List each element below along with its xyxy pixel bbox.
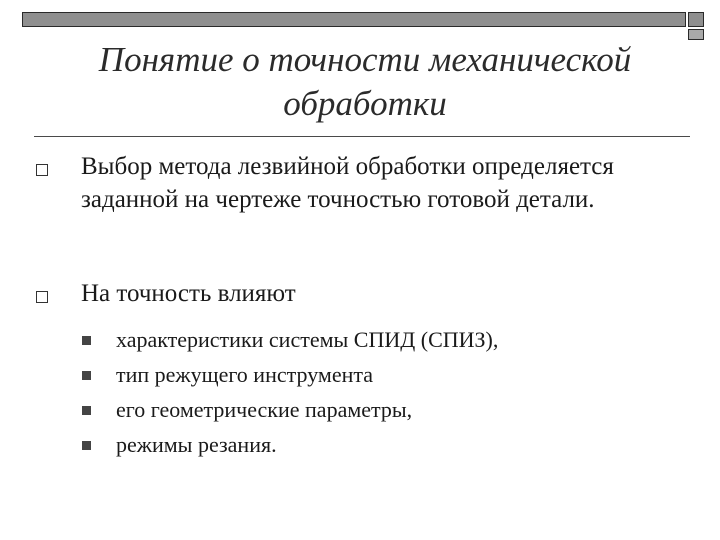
hollow-square-bullet-icon [36, 164, 48, 176]
filled-square-bullet-icon [82, 336, 91, 345]
filled-square-bullet-icon [82, 406, 91, 415]
title-divider [34, 136, 690, 137]
sub-bullet-text: режимы резания. [116, 432, 277, 457]
decorative-corner-square [688, 12, 704, 27]
sub-bullet-text: тип режущего инструмента [116, 362, 374, 387]
filled-square-bullet-icon [82, 441, 91, 450]
hollow-square-bullet-icon [36, 291, 48, 303]
decorative-top-bar [22, 12, 686, 27]
bullet-text: Выбор метода лезвийной обработки определяется заданной на чертеже точностью готовой детали. [81, 153, 614, 213]
filled-square-bullet-icon [82, 371, 91, 380]
sub-bullet-text: характеристики системы СПИД (СПИЗ), [116, 327, 499, 352]
slide-title: Понятие о точности механической обработки [98, 40, 632, 123]
sub-bullet-text: его геометрические параметры, [116, 397, 413, 422]
bullet-text: На точность влияют [81, 280, 296, 307]
